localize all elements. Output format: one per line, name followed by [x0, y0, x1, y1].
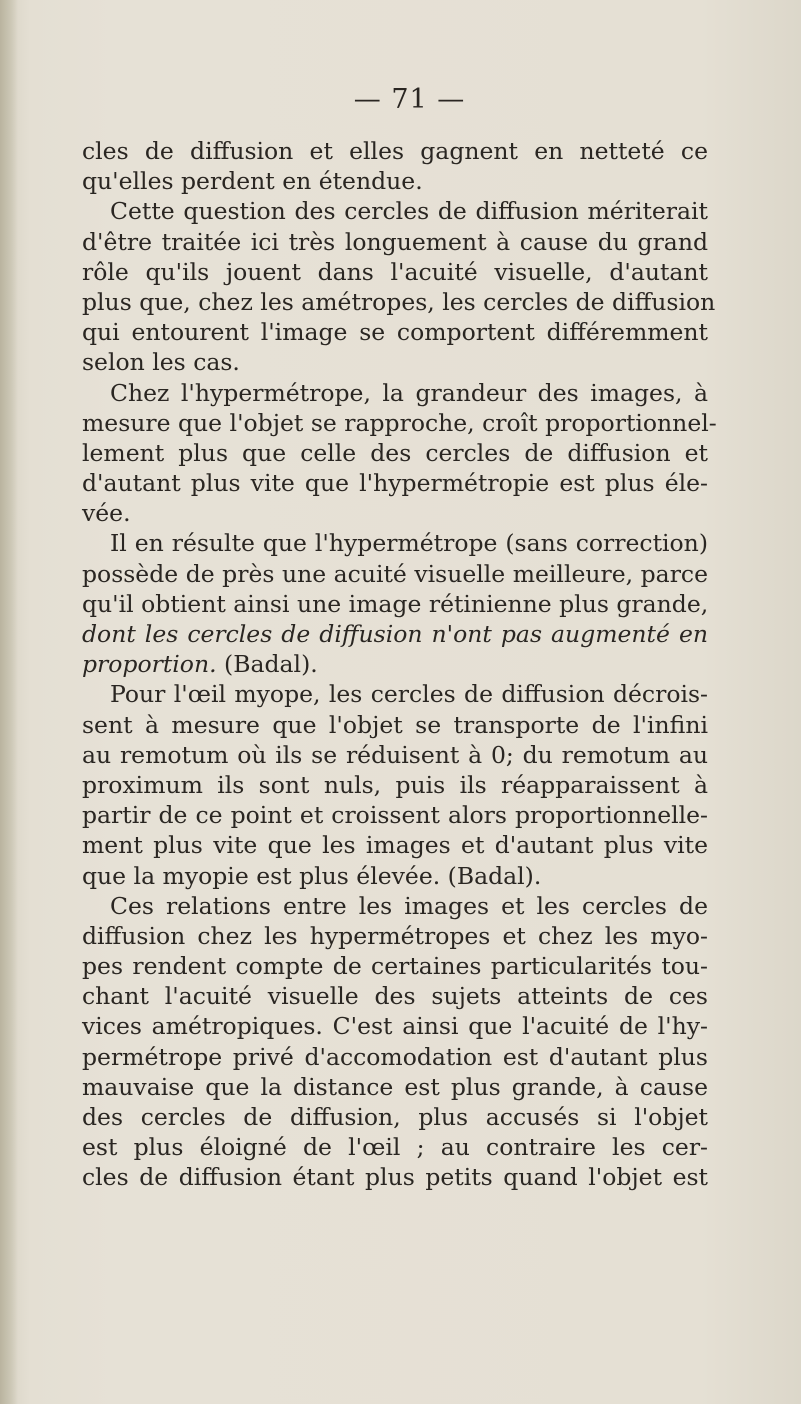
text-line: Cette question des cercles de diffusion mériterait: [110, 197, 708, 226]
text-line: proximum ils sont nuls, puis ils réapparaissent à: [82, 770, 708, 799]
text-line: d'être traitée ici très longuement à cause du grand: [82, 227, 708, 256]
binding-shadow: [0, 0, 18, 1404]
text-line: Pour l'œil myope, les cercles de diffusion décrois-: [110, 680, 708, 709]
text-line: des cercles de diffusion, plus accusés si l'objet: [82, 1103, 708, 1131]
body-text: [82, 136, 717, 1193]
italic-text: proportion.: [82, 650, 217, 679]
text-line: [82, 649, 708, 679]
text-line: mauvaise que la distance est plus grande, à cause: [82, 1072, 708, 1101]
text-line: sent à mesure que l'objet se transporte de l'infini: [82, 710, 708, 739]
text-line: au remotum où ils se réduisent à 0; du remotum au: [82, 740, 708, 769]
text-line: diffusion chez les hypermétropes et chez les myo-: [82, 921, 708, 950]
text-line: partir de ce point et croissent alors proportionnelle-: [82, 801, 708, 830]
text-line-italic: [82, 619, 708, 649]
text-line: plus que, chez les amétropes, les cercles de diffusion: [82, 287, 716, 316]
text-line: Ces relations entre les images et les cercles de: [110, 891, 708, 920]
text-line: chant l'acuité visuelle des sujets atteints de ces: [82, 982, 708, 1011]
text-line: permétrope privé d'accomodation est d'autant plus: [82, 1042, 708, 1071]
text-line: qui entourent l'image se comportent différemment: [82, 318, 708, 347]
citation: (Badal).: [216, 650, 318, 679]
text-line: cles de diffusion étant plus petits quand l'objet est: [82, 1163, 708, 1192]
text-line: qu'il obtient ainsi une image rétinienne plus grande,: [82, 589, 709, 618]
text-line: est plus éloigné de l'œil ; au contraire les cer-: [82, 1133, 708, 1162]
page-number: — 71 —: [353, 84, 466, 115]
text-line: selon les cas.: [82, 348, 240, 377]
text-line: cles de diffusion et elles gagnent en netteté ce: [82, 137, 708, 165]
text-line: Chez l'hypermétrope, la grandeur des images, à: [110, 378, 708, 407]
text-line: Il en résulte que l'hypermétrope (sans correction): [110, 529, 708, 558]
text-line: ment plus vite que les images et d'autant plus vite: [82, 831, 708, 860]
text-line: pes rendent compte de certaines particularités tou-: [82, 952, 708, 981]
text-line: vices amétropiques. C'est ainsi que l'acuité de l'hy-: [82, 1012, 708, 1041]
text-line: d'autant plus vite que l'hypermétropie est plus éle-: [82, 469, 708, 498]
text-line: vée.: [82, 499, 131, 528]
text-line: qu'elles perdent en étendue.: [82, 167, 423, 196]
text-line: que la myopie est plus élevée. (Badal).: [82, 861, 542, 890]
italic-text: dont les cercles de diffusion n'ont pas augmenté en: [82, 620, 708, 648]
text-line: possède de près une acuité visuelle meilleure, parce: [82, 559, 708, 588]
text-line: mesure que l'objet se rapproche, croît proportionnel-: [82, 408, 717, 437]
text-line: lement plus que celle des cercles de diffusion et: [82, 438, 708, 467]
text-line: rôle qu'ils jouent dans l'acuité visuelle, d'autant: [82, 257, 708, 286]
